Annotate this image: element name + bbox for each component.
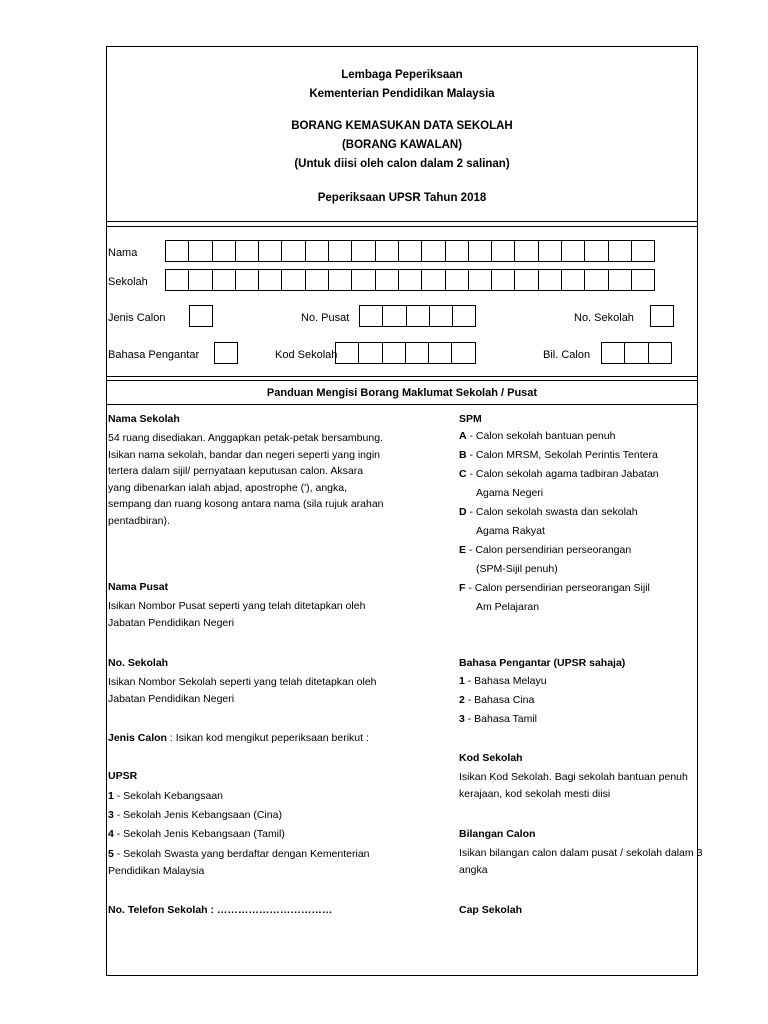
telefon-sekolah: No. Telefon Sekolah : ……………………………: [108, 904, 333, 916]
jenis-calon-label: Jenis Calon: [108, 312, 166, 324]
list-item: 3 - Sekolah Jenis Kebangsaan (Cina): [108, 809, 282, 821]
list-item: E - Calon persendirian perseorangan: [459, 544, 632, 556]
kod-sekolah-label: Kod Sekolah: [275, 349, 338, 361]
divider: [107, 376, 697, 377]
nama-pusat-title: Nama Pusat: [108, 581, 169, 593]
nama-boxes[interactable]: [165, 240, 654, 262]
nama-pusat-text: Isikan Nombor Pusat seperti yang telah ditetapkan oleh Jabatan Pendidikan Negeri: [108, 600, 366, 629]
list-item: Agama Rakyat: [476, 525, 545, 537]
list-item: Agama Negeri: [476, 487, 544, 499]
list-item: (SPM-Sijil penuh): [476, 563, 558, 575]
list-item: Am Pelajaran: [476, 601, 540, 613]
list-item: D - Calon sekolah swasta dan sekolah: [459, 506, 638, 518]
guide-title: Panduan Mengisi Borang Maklumat Sekolah / Pusat: [266, 387, 538, 399]
list-item: 3 - Bahasa Tamil: [459, 713, 538, 725]
bahasa-list: [459, 672, 547, 729]
sekolah-boxes[interactable]: [165, 269, 654, 291]
divider: [107, 221, 697, 222]
header-line-2: Kementerian Pendidikan Malaysia: [309, 88, 495, 100]
bil-calon-label: Bil. Calon: [543, 349, 591, 361]
no-sekolah-title: No. Sekolah: [108, 657, 169, 669]
list-item: B - Calon MRSM, Sekolah Perintis Tentera: [459, 449, 658, 461]
form-border: [106, 46, 703, 976]
no-sekolah-box[interactable]: [650, 305, 673, 327]
header-line-4: (BORANG KAWALAN): [341, 139, 463, 151]
list-item: 1 - Sekolah Kebangsaan: [108, 790, 224, 802]
nama-sekolah-title: Nama Sekolah: [108, 413, 180, 425]
list-item: 5 - Sekolah Swasta yang berdaftar dengan Kementerian: [108, 848, 370, 860]
bilangan-calon-text: Isikan bilangan calon dalam pusat / sekolah dalam 3 angka: [459, 847, 703, 876]
divider: [107, 404, 697, 405]
no-pusat-label: No. Pusat: [301, 312, 350, 324]
list-item: C - Calon sekolah agama tadbiran Jabatan: [459, 468, 659, 480]
header-line-3: BORANG KEMASUKAN DATA SEKOLAH: [291, 120, 513, 132]
kod-sekolah-boxes[interactable]: [335, 342, 475, 364]
bil-calon-boxes[interactable]: [601, 342, 671, 364]
upsr-list: 1 - Sekolah Kebangsaan 3 - Sekolah Jenis Kebangsaan (Cina) 4 - Sekolah Jenis Kebangsaan (Tamil) 5 - Sekolah Swasta yang berdaftar dengan Kementerian Pendidikan Malaysia: [108, 787, 370, 879]
no-sekolah-text: Isikan Nombor Sekolah seperti yang telah ditetapkan oleh Jabatan Pendidikan Negeri: [108, 676, 377, 705]
jenis-calon-guide: Jenis Calon : Isikan kod mengikut peperiksaan berikut :: [108, 732, 369, 744]
upsr-title: UPSR: [108, 770, 138, 782]
cap-sekolah-title: Cap Sekolah: [459, 904, 523, 916]
nama-sekolah-text: 54 ruang disediakan. Anggapkan petak-petak bersambung. Isikan nama sekolah, bandar dan negeri seperti yang ingin tertera dalam sijil/ pernyataan keputusan calon. Aksara yang dibenarkan ialah abjad, apostrophe ('), angka, sempang dan ruang kosong antara nama (sila rujuk arahan pentadbiran).: [108, 432, 384, 527]
list-item: F - Calon persendirian perseorangan Sijil: [459, 582, 650, 594]
kod-sekolah-title: Kod Sekolah: [459, 752, 523, 764]
no-pusat-boxes[interactable]: [359, 305, 475, 327]
bahasa-pengantar-label: Bahasa Pengantar: [108, 349, 200, 361]
header-line-5: (Untuk diisi oleh calon dalam 2 salinan): [294, 158, 510, 170]
list-item: A - Calon sekolah bantuan penuh: [459, 430, 616, 442]
divider: [107, 380, 697, 381]
kod-sekolah-text: Isikan Kod Sekolah. Bagi sekolah bantuan penuh kerajaan, kod sekolah mesti diisi: [459, 771, 688, 800]
list-item: 1 - Bahasa Melayu: [459, 675, 547, 687]
bahasa-pengantar-title: Bahasa Pengantar (UPSR sahaja): [459, 657, 626, 669]
sekolah-label: Sekolah: [108, 276, 148, 288]
header-line-6: Peperiksaan UPSR Tahun 2018: [317, 192, 487, 204]
spm-title: SPM: [459, 413, 482, 425]
no-sekolah-label: No. Sekolah: [574, 312, 634, 324]
nama-label: Nama: [108, 247, 138, 259]
divider: [107, 226, 697, 227]
list-item: 4 - Sekolah Jenis Kebangsaan (Tamil): [108, 828, 285, 840]
jenis-calon-box[interactable]: [189, 305, 212, 327]
spm-list: [459, 427, 659, 617]
header-line-1: Lembaga Peperiksaan: [341, 69, 463, 81]
list-item: 2 - Bahasa Cina: [459, 694, 535, 706]
bilangan-calon-title: Bilangan Calon: [459, 828, 536, 840]
bahasa-pengantar-box[interactable]: [214, 342, 237, 364]
